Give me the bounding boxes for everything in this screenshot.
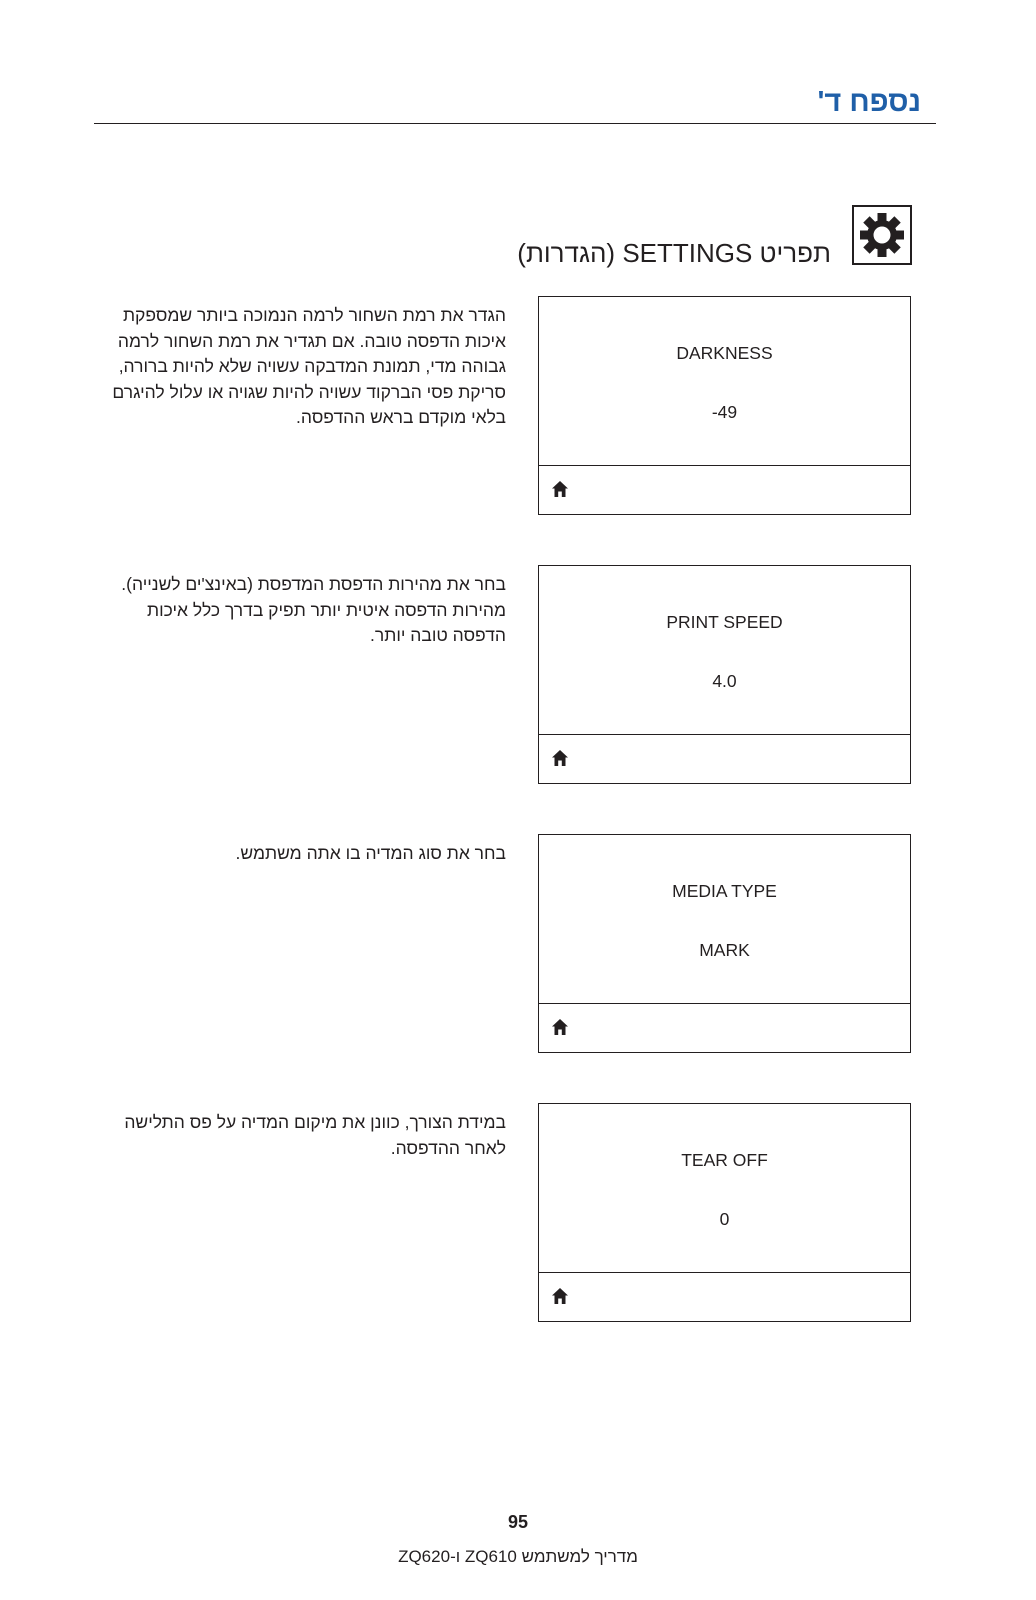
print-speed-screen xyxy=(538,565,911,784)
home-icon[interactable] xyxy=(551,1287,569,1305)
darkness-description: הגדר את רמת השחור לרמה הנמוכה ביותר שמספקת איכות הדפסה טובה. אם תגדיר את רמת השחור לרמה גבוהה מדי, תמונת המדבקה עשויה שלא להיות ברורה, סריקת פסי הברקוד עשויה להיות שגויה או עלול להיגרם בלאי מוקדם בראש ההדפסה. xyxy=(112,305,506,427)
home-icon[interactable] xyxy=(551,1018,569,1036)
media-type-screen xyxy=(538,834,911,1053)
appendix-title: נספח ד' xyxy=(817,86,921,118)
home-icon[interactable] xyxy=(551,749,569,767)
tear-off-screen xyxy=(538,1103,911,1322)
page-number: 95 xyxy=(507,1512,529,1532)
tear-off-setting-value: 0 xyxy=(719,1209,730,1229)
header-divider xyxy=(94,123,936,124)
darkness-setting-name: DARKNESS xyxy=(676,343,773,363)
tear-off-home-bar xyxy=(539,1272,910,1321)
print-speed-home-bar xyxy=(539,734,910,783)
settings-menu-icon-box xyxy=(852,205,912,265)
footer-guide-title: מדריך למשתמש ZQ610 ו-ZQ620 xyxy=(398,1547,638,1566)
media-type-setting-value: MARK xyxy=(699,940,750,960)
print-speed-setting-value: 4.0 xyxy=(712,671,737,691)
media-type-description: בחר את סוג המדיה בו אתה משתמש. xyxy=(235,843,506,863)
media-type-setting-name: MEDIA TYPE xyxy=(672,881,777,901)
print-speed-setting-name: PRINT SPEED xyxy=(666,612,783,632)
tear-off-setting-name: TEAR OFF xyxy=(681,1150,768,1170)
tear-off-description: במידת הצורך, כוונן את מיקום המדיה על פס התלישה לאחר ההדפסה. xyxy=(124,1112,506,1158)
home-icon[interactable] xyxy=(551,480,569,498)
darkness-screen xyxy=(538,296,911,515)
section-title: תפריט SETTINGS (הגדרות) xyxy=(517,238,831,268)
media-type-home-bar xyxy=(539,1003,910,1052)
darkness-setting-value: -49 xyxy=(711,402,738,422)
gear-icon xyxy=(859,212,905,258)
print-speed-description: בחר את מהירות הדפסת המדפסת (באינצ'ים לשנייה). מהירות הדפסה איטית יותר תפיק בדרך כלל איכות הדפסה טובה יותר. xyxy=(121,574,506,645)
darkness-home-bar xyxy=(539,465,910,514)
